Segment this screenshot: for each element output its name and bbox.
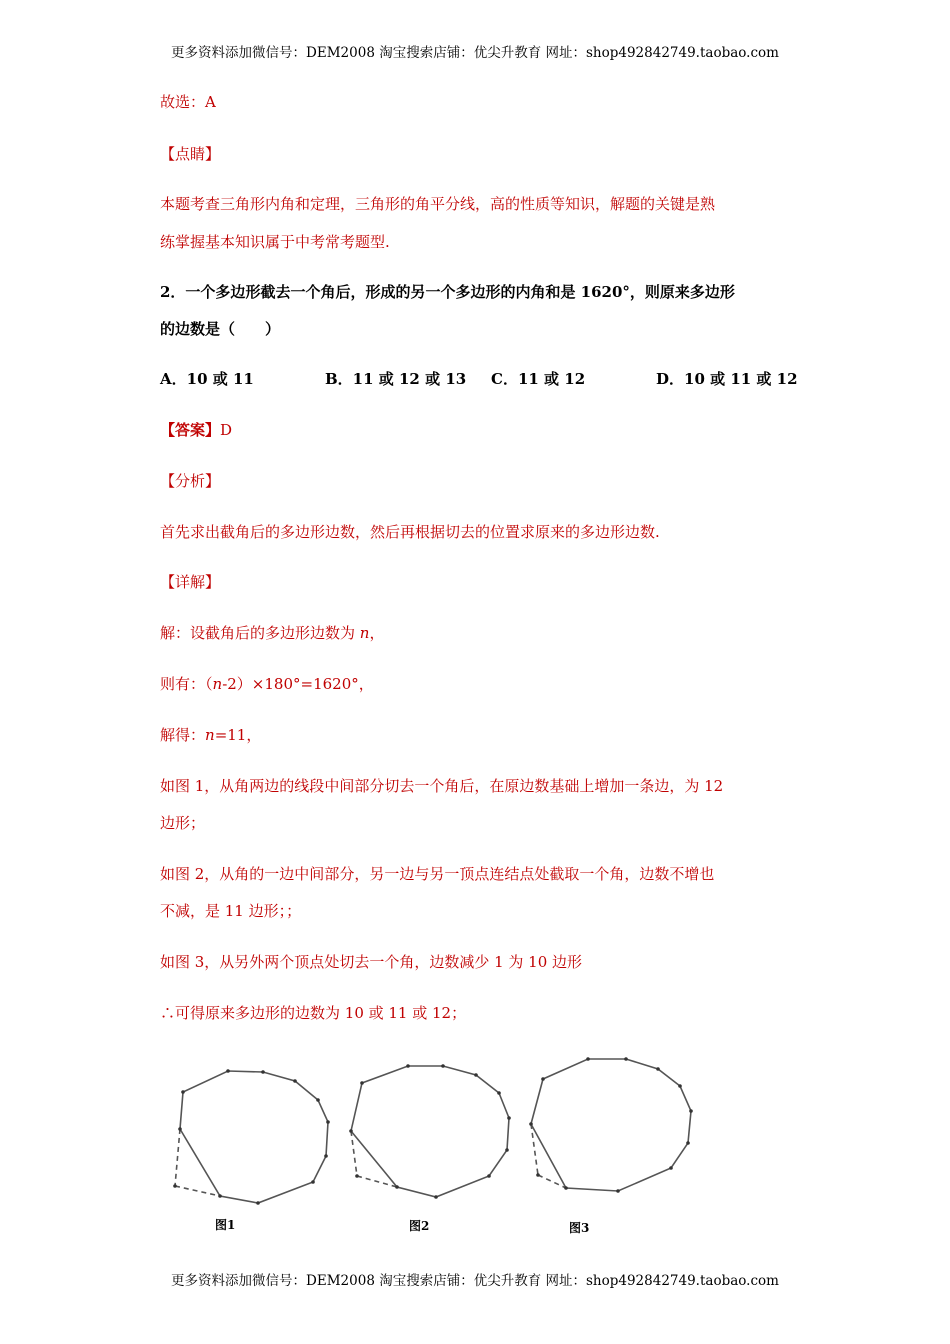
variable-n: n (212, 675, 223, 693)
comment-text-line-1: 本题考查三角形内角和定理，三角形的角平分线，高的性质等知识，解题的关键是熟 (160, 195, 716, 213)
page-footer: 更多资料添加微信号：DEM2008 淘宝搜索店铺：优尖升教育 网址：shop492842749.taobao.com (171, 1273, 779, 1289)
figure-3-label: 图3 (569, 1221, 590, 1235)
detail-line-2: 则有：（n-2）×180°=1620°， (160, 675, 374, 693)
figure-2-polygon (351, 1066, 509, 1197)
answer-choice-line: 故选：A (160, 93, 216, 111)
detail-heading: 【详解】 (160, 573, 221, 591)
option-b: B．11 或 12 或 13 (325, 370, 467, 388)
fig2-explanation-line-2: 不减，是 11 边形；； (160, 902, 302, 920)
detail-line-3: 解得：n=11， (160, 726, 262, 744)
figure-1-polygon (175, 1071, 328, 1203)
option-d: D．10 或 11 或 12 (656, 370, 798, 388)
answer-value: D (220, 421, 233, 439)
variable-n: n (359, 624, 370, 642)
detail-line-1: 解：设截角后的多边形边数为 n， (160, 624, 385, 642)
fig1-explanation-line-1: 如图 1，从角两边的线段中间部分切去一个角后，在原边数基础上增加一条边，为 12 (160, 777, 724, 795)
conclusion-line: ∴可得原来多边形的边数为 10 或 11 或 12； (160, 1004, 467, 1022)
comment-heading: 【点睛】 (160, 145, 221, 163)
figure-1-label: 图1 (215, 1218, 236, 1232)
figure-2-label: 图2 (409, 1219, 430, 1233)
option-c: C．11 或 12 (491, 370, 586, 388)
analysis-heading: 【分析】 (160, 472, 221, 490)
fig1-explanation-line-2: 边形； (160, 814, 206, 832)
option-a: A．10 或 11 (160, 370, 254, 388)
analysis-text: 首先求出截角后的多边形边数，然后再根据切去的位置求原来的多边形边数. (160, 523, 660, 541)
answer-label: 【答案】 (160, 421, 221, 439)
fig2-explanation-line-1: 如图 2，从角的一边中间部分，另一边与另一顶点连结点处截取一个角，边数不增也 (160, 865, 715, 883)
figure-3-polygon (531, 1059, 691, 1191)
comment-text-line-2: 练掌握基本知识属于中考常考题型. (160, 233, 390, 251)
question-stem-line-1: 2．一个多边形截去一个角后，形成的另一个多边形的内角和是 1620°，则原来多边形 (160, 283, 735, 301)
page-header: 更多资料添加微信号：DEM2008 淘宝搜索店铺：优尖升教育 网址：shop492842749.taobao.com (171, 45, 779, 61)
question-stem-line-2: 的边数是（ ） (160, 320, 281, 338)
variable-n: n (205, 726, 215, 744)
fig3-explanation-line: 如图 3，从另外两个顶点处切去一个角，边数减少 1 为 10 边形 (160, 953, 583, 971)
